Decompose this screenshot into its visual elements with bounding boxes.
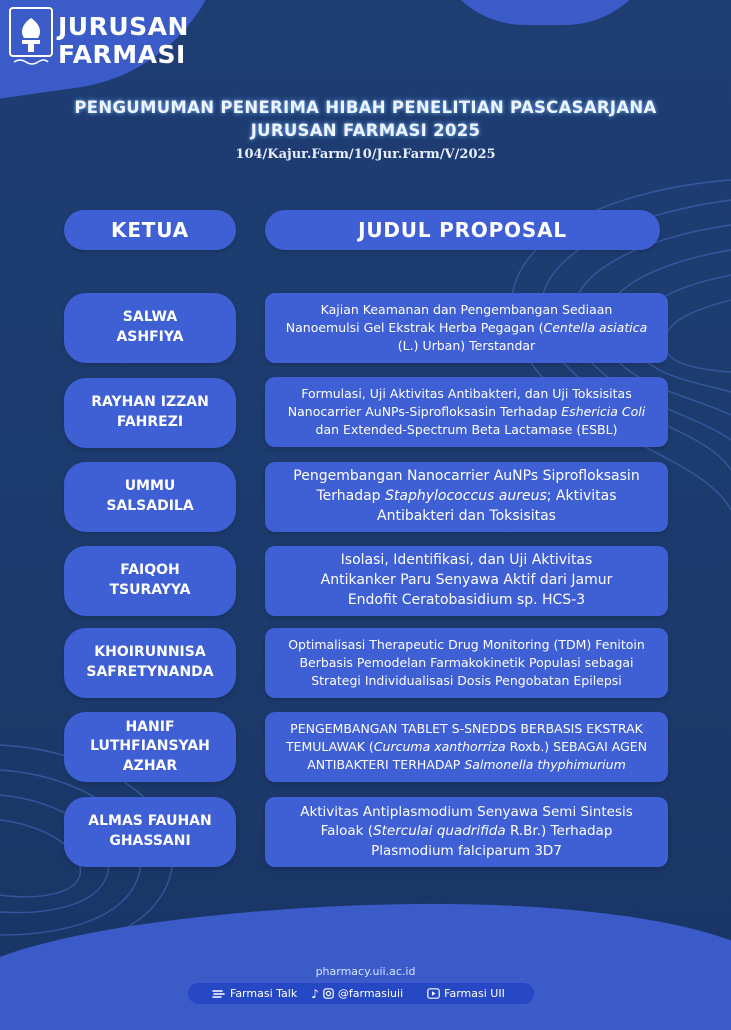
proposal-title-segment: R.Br.) Terhadap Plasmodium falciparum 3D7 <box>371 823 613 859</box>
recipient-name-text: RAYHAN IZZAN FAHREZI <box>91 394 209 430</box>
proposal-title-1 <box>265 293 668 363</box>
proposal-title-segment: Aktivitas Antiplasmodium Senyawa Semi Sintesis Faloak ( <box>300 804 633 840</box>
proposal-title-text <box>283 301 651 354</box>
recipient-name-text: SALWA ASHFIYA <box>116 309 184 345</box>
footer-social-bar <box>188 983 534 1004</box>
logo-text-line1: JURUSAN <box>58 12 189 41</box>
proposal-title-segment: ; Aktivitas Antibakteri dan Toksisitas <box>377 488 617 524</box>
recipient-name-1 <box>64 293 236 363</box>
proposal-title-4 <box>265 546 668 616</box>
recipient-name-2 <box>64 378 236 448</box>
proposal-title-segment: Pengembangan Nanocarrier AuNPs Siprofloksasin Terhadap <box>293 468 640 505</box>
proposal-title-text <box>277 467 657 527</box>
footer-social-handle: @farmasiuii <box>337 987 404 1000</box>
proposal-title-segment: dan Extended-Spectrum Beta Lactamase (ESBL) <box>315 421 618 437</box>
proposal-title-2 <box>265 377 668 447</box>
proposal-title-text <box>302 551 632 611</box>
footer-social[interactable] <box>311 987 403 1001</box>
podcast-icon <box>212 988 226 1000</box>
proposal-title-italic-segment: Staphylococcus aureus <box>385 488 547 505</box>
recipient-name-text: HANIF LUTHFIANSYAH AZHAR <box>90 718 210 774</box>
proposal-title-segment: Roxb.) SEBAGAI AGEN ANTIBAKTERI TERHADAP <box>307 739 648 772</box>
youtube-icon <box>427 988 440 999</box>
proposal-title-italic-segment: Salmonella thyphimurium <box>464 756 626 772</box>
proposal-title-text <box>279 385 654 438</box>
logo <box>8 6 189 70</box>
column-header-judul-proposal: JUDUL PROPOSAL <box>265 210 660 250</box>
page-title-line2: JURUSAN FARMASI 2025 <box>250 121 481 140</box>
proposal-title-italic-segment: Sterculai quadrifida <box>373 823 506 840</box>
proposal-title-segment: PENGEMBANGAN TABLET S-SNEDDS BERBASIS EKSTRAK TEMULAWAK ( <box>285 721 643 755</box>
footer-youtube-label: Farmasi UII <box>444 987 505 1000</box>
recipient-name-7 <box>64 797 236 867</box>
proposal-title-italic-segment: Centella asiatica <box>543 320 648 336</box>
proposal-title-segment: Optimalisasi Therapeutic Drug Monitoring (TDM) Fenitoin Berbasis Pemodelan Farmakokinetik Populasi sebagai Strategi Individualisasi Dosis Pengobatan Epilepsi <box>288 637 645 688</box>
column-header-ketua: KETUA <box>64 210 236 250</box>
recipient-name-text: ALMAS FAUHAN GHASSANI <box>88 813 212 849</box>
proposal-title-text <box>277 720 657 773</box>
footer-podcast[interactable] <box>212 987 297 1000</box>
recipient-name-4 <box>64 546 236 616</box>
footer-youtube[interactable] <box>427 987 505 1000</box>
proposal-title-6 <box>265 712 668 782</box>
recipient-name-6 <box>64 712 236 782</box>
tiktok-icon: ♪ <box>311 986 319 1001</box>
footer-website: pharmacy.uii.ac.id <box>315 965 416 978</box>
announcement-number: 104/Kajur.Farm/10/Jur.Farm/V/2025 <box>235 147 496 162</box>
recipient-name-text: FAIQOH TSURAYYA <box>109 562 191 598</box>
proposal-title-7 <box>265 797 668 867</box>
proposal-title-text <box>294 803 639 860</box>
proposal-title-text <box>277 636 657 689</box>
footer-podcast-label: Farmasi Talk <box>230 987 298 1000</box>
uii-emblem-icon <box>8 6 54 70</box>
recipient-name-text: UMMU SALSADILA <box>106 478 194 514</box>
logo-text-line2: FARMASI <box>58 40 186 69</box>
proposal-title-italic-segment: Curcuma xanthorriza <box>373 739 506 755</box>
proposal-title-segment: Isolasi, Identifikasi, dan Uji Aktivitas Antikanker Paru Senyawa Aktif dari Jamur Endofit Ceratobasidium sp. HCS-3 <box>320 552 613 608</box>
proposal-title-italic-segment: Eshericia Coli <box>561 404 646 420</box>
proposal-title-segment: Formulasi, Uji Aktivitas Antibakteri, dan Uji Toksisitas Nanocarrier AuNPs-Siprofloksasin Terhadap <box>287 386 632 420</box>
proposal-title-segment: Kajian Keamanan dan Pengembangan Sediaan Nanoemulsi Gel Ekstrak Herba Pegagan ( <box>285 302 613 336</box>
proposal-title-segment: (L.) Urban) Terstandar <box>397 337 536 353</box>
recipient-name-5 <box>64 628 236 698</box>
recipient-name-3 <box>64 462 236 532</box>
proposal-title-5 <box>265 628 668 698</box>
instagram-icon <box>323 988 334 999</box>
proposal-title-3 <box>265 462 668 532</box>
recipient-name-text: KHOIRUNNISA SAFRETYNANDA <box>86 644 214 680</box>
page-title-line1: PENGUMUMAN PENERIMA HIBAH PENELITIAN PASCASARJANA <box>74 98 657 117</box>
